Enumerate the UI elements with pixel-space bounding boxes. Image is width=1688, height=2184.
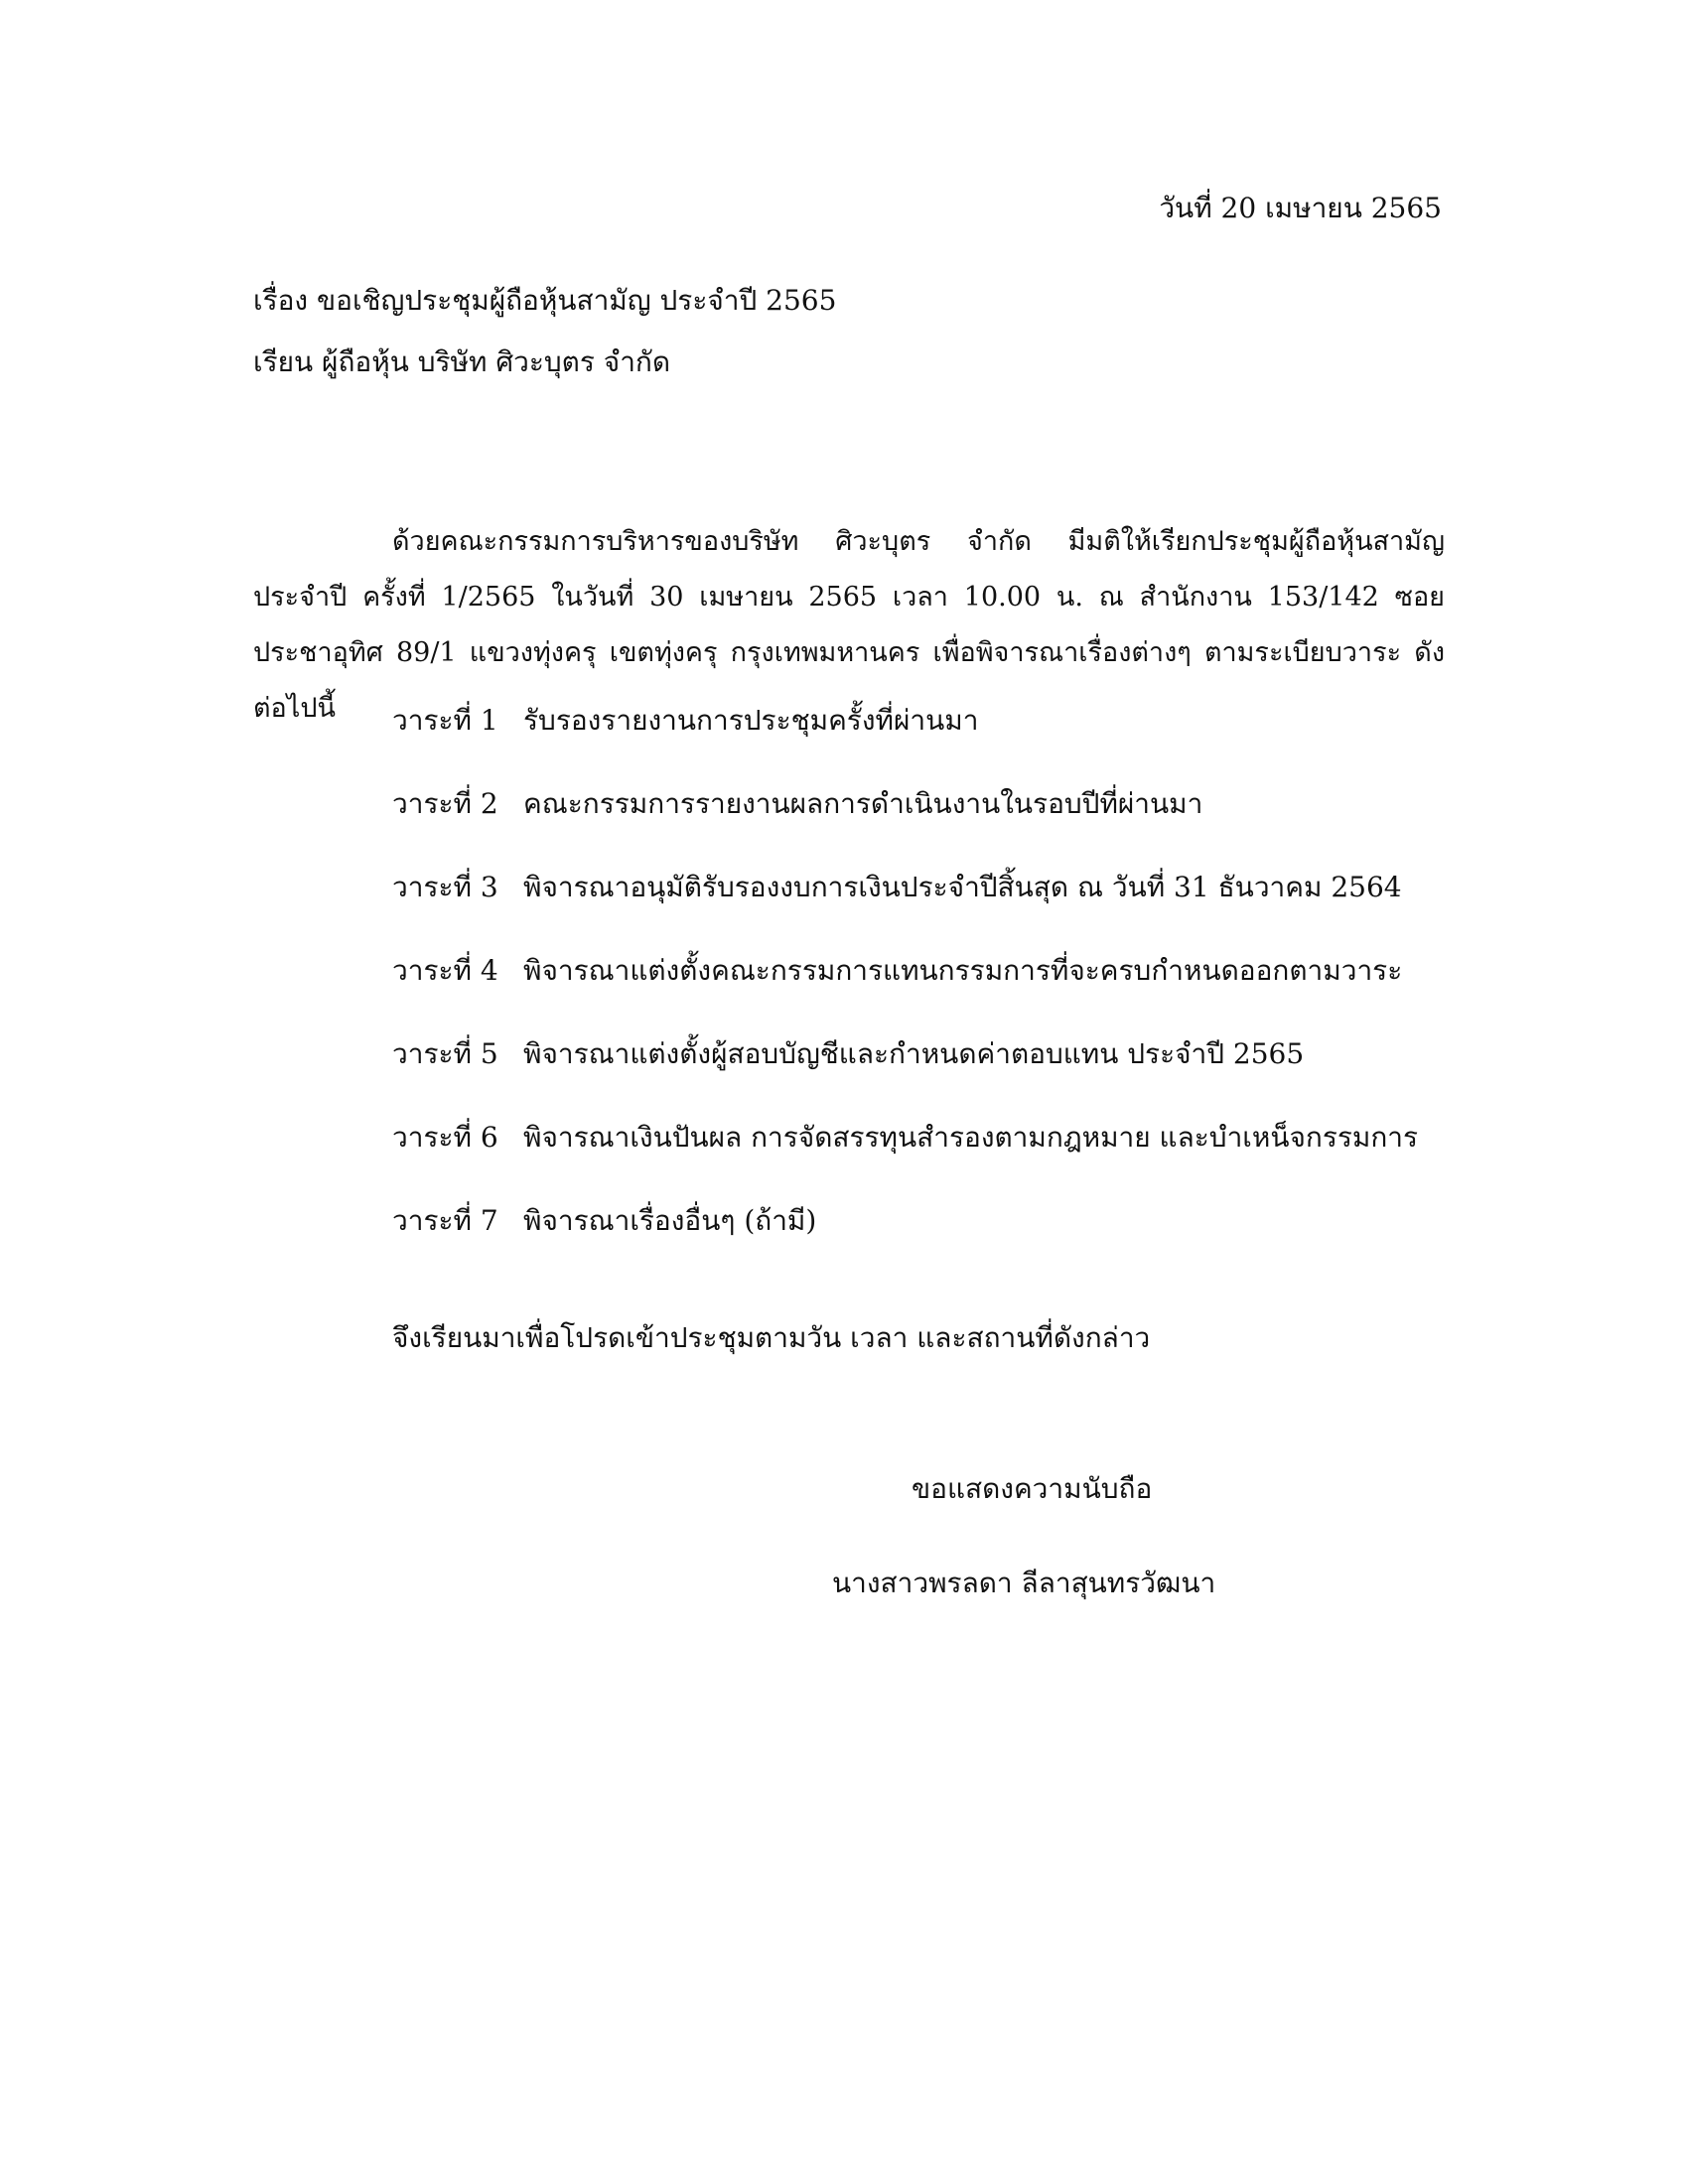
agenda-number: วาระที่ 4: [392, 954, 498, 987]
agenda-text: รับรองรายงานการประชุมครั้งที่ผ่านมา: [523, 704, 979, 737]
letter-recipient: เรียน ผู้ถือหุ้น บริษัท ศิวะบุตร จำกัด: [253, 345, 671, 378]
agenda-item: [392, 703, 1418, 786]
agenda-item: [392, 1036, 1418, 1120]
agenda-number: วาระที่ 2: [392, 787, 498, 820]
letter-body-paragraph: ด้วยคณะกรรมการบริหารของบริษัท ศิวะบุตร จำกัด มีมติให้เรียกประชุมผู้ถือหุ้นสามัญ ประจำปี ครั้งที่ 1/2565 ในวันที่ 30 เมษายน 2565 เวลา 10.00 น. ณ สำนักงาน 153/142 ซอยประชาอุทิศ 89/1 แขวงทุ่งครุ เขตทุ่งครุ กรุงเทพมหานคร เพื่อพิจารณาเรื่องต่างๆ ตามระเบียบวาระ ดังต่อไปนี้: [253, 526, 1445, 724]
agenda-text: พิจารณาเงินปันผล การจัดสรรทุนสำรองตามกฎหมาย และบำเหน็จกรรมการ: [523, 1121, 1419, 1154]
agenda-item: [392, 786, 1418, 870]
agenda-text: พิจารณาแต่งตั้งผู้สอบบัญชีและกำหนดค่าตอบแทน ประจำปี 2565: [523, 1037, 1305, 1070]
agenda-number: วาระที่ 5: [392, 1037, 498, 1070]
agenda-item: [392, 870, 1418, 953]
agenda-number: วาระที่ 7: [392, 1204, 498, 1237]
closing-sentence: จึงเรียนมาเพื่อโปรดเข้าประชุมตามวัน เวลา และสถานที่ดังกล่าว: [392, 1321, 1151, 1354]
agenda-item: [392, 1203, 1418, 1287]
agenda-item: [392, 1120, 1418, 1203]
agenda-list: [392, 703, 1418, 1287]
regards-line: ขอแสดงความนับถือ: [912, 1472, 1153, 1505]
agenda-number: วาระที่ 6: [392, 1121, 498, 1154]
agenda-number: วาระที่ 3: [392, 871, 498, 903]
agenda-text: พิจารณาแต่งตั้งคณะกรรมการแทนกรรมการที่จะครบกำหนดออกตามวาระ: [523, 954, 1403, 987]
agenda-item: [392, 953, 1418, 1036]
agenda-text: คณะกรรมการรายงานผลการดำเนินงานในรอบปีที่ผ่านมา: [523, 787, 1203, 820]
agenda-number: วาระที่ 1: [392, 704, 498, 737]
signer-name: นางสาวพรลดา ลีลาสุนทรวัฒนา: [832, 1567, 1216, 1599]
agenda-text: พิจารณาเรื่องอื่นๆ (ถ้ามี): [523, 1204, 817, 1237]
letter-subject: เรื่อง ขอเชิญประชุมผู้ถือหุ้นสามัญ ประจำปี 2565: [253, 284, 837, 317]
agenda-text: พิจารณาอนุมัติรับรองงบการเงินประจำปีสิ้นสุด ณ วันที่ 31 ธันวาคม 2564: [523, 871, 1402, 903]
letter-date: วันที่ 20 เมษายน 2565: [1159, 192, 1442, 224]
